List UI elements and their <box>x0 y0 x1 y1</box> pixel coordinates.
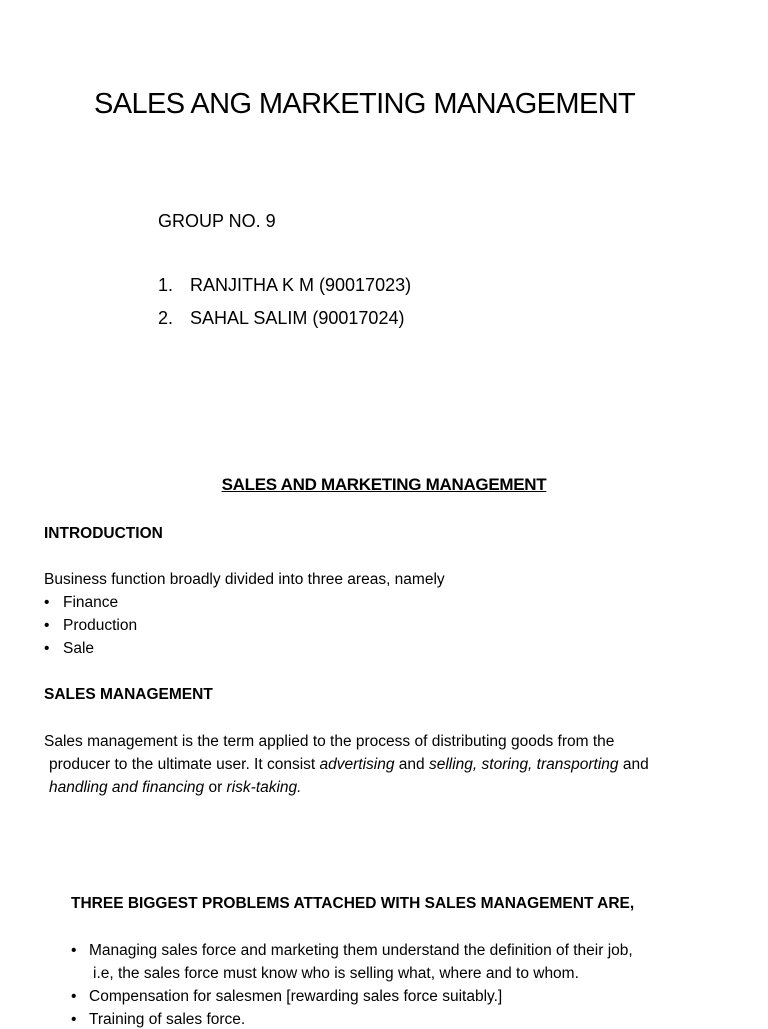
area-production: Production <box>63 617 138 634</box>
text-run-italic: advertising <box>319 756 395 773</box>
text-run: and <box>618 756 649 773</box>
text-run: or <box>204 779 227 796</box>
paragraph-line <box>49 779 301 797</box>
area-finance: Finance <box>63 594 119 611</box>
paragraph-line: Sales management is the term applied to the process of distributing goods from the <box>44 733 615 750</box>
member-item <box>158 275 411 296</box>
problems-heading: THREE BIGGEST PROBLEMS ATTACHED WITH SALES MANAGEMENT ARE, <box>71 895 635 912</box>
text-run-italic: handling and financing <box>49 779 205 796</box>
intro-heading: INTRODUCTION <box>44 525 163 542</box>
problem-text: Compensation for salesmen [rewarding sales force suitably.] <box>89 988 503 1005</box>
paragraph-line <box>49 756 649 774</box>
group-number: GROUP NO. 9 <box>158 211 276 231</box>
member-number: 1. <box>158 275 174 295</box>
area-sale: Sale <box>63 640 95 657</box>
list-item <box>44 594 118 612</box>
problem-text: Managing sales force and marketing them understand the definition of their job, <box>89 942 633 959</box>
member-item <box>158 308 404 329</box>
text-run: and <box>394 756 429 773</box>
section-heading: SALES AND MARKETING MANAGEMENT <box>221 475 547 494</box>
member-number: 2. <box>158 308 174 328</box>
list-item <box>71 942 633 960</box>
problem-text-continued: i.e, the sales force must know who is selling what, where and to whom. <box>93 965 579 982</box>
member-name: RANJITHA K M (90017023) <box>190 275 412 295</box>
sales-management-heading: SALES MANAGEMENT <box>44 686 213 703</box>
list-item <box>71 1011 245 1029</box>
intro-text: Business function broadly divided into three areas, namely <box>44 571 445 588</box>
member-name: SAHAL SALIM (90017024) <box>190 308 405 328</box>
list-item <box>44 640 94 658</box>
text-run-italic: risk-taking. <box>226 779 302 796</box>
slide-title: SALES ANG MARKETING MANAGEMENT <box>94 88 636 120</box>
list-item <box>44 617 137 635</box>
list-item <box>71 988 502 1006</box>
text-run: producer to the ultimate user. It consist <box>49 756 320 773</box>
text-run-italic: selling, storing, transporting <box>428 756 619 773</box>
problem-text: Training of sales force. <box>89 1011 246 1028</box>
